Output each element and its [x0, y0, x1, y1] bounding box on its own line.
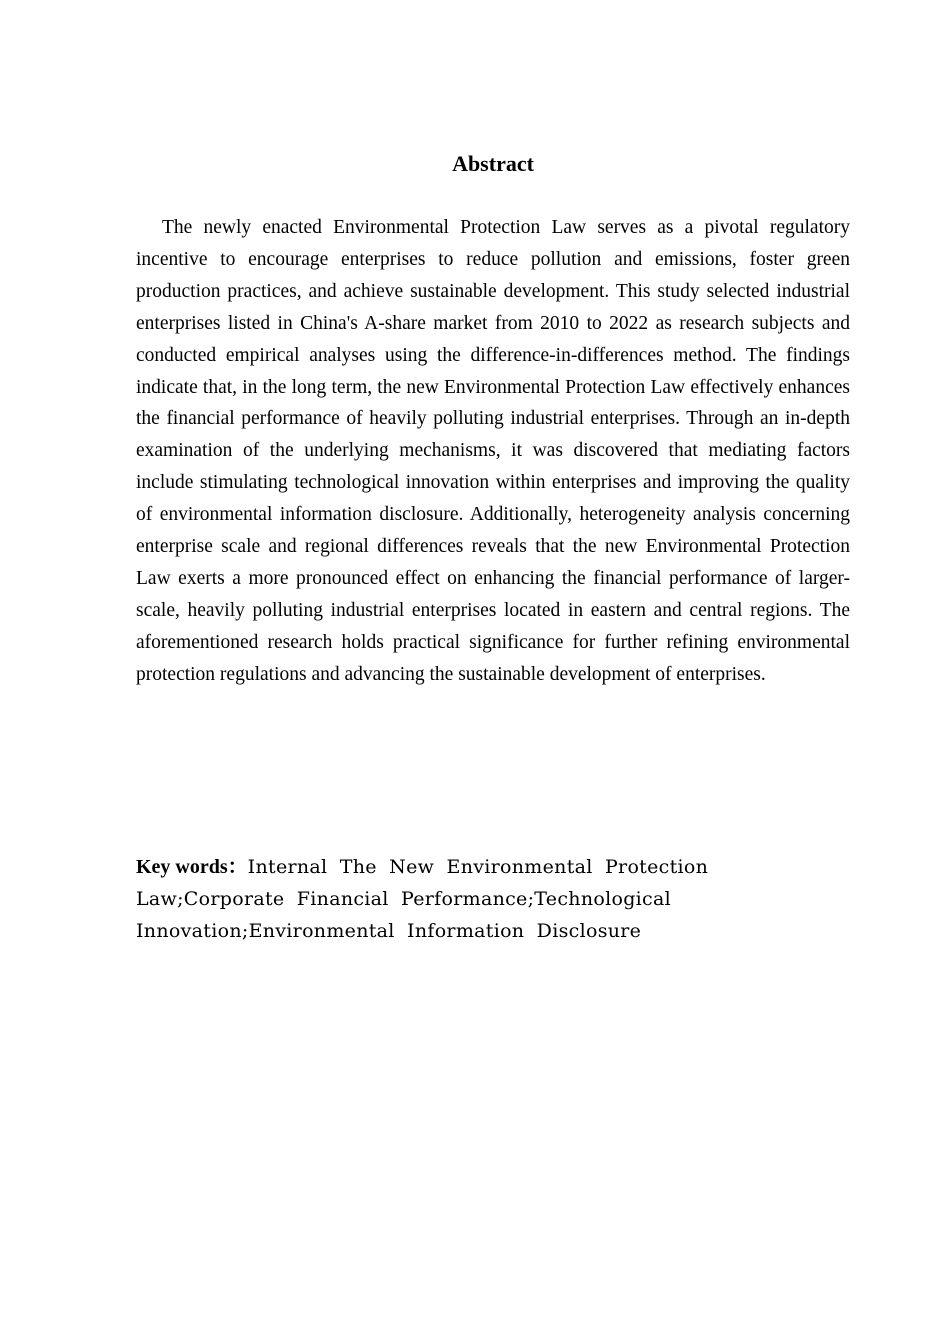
abstract-paragraph: The newly enacted Environmental Protection Law serves as a pivotal regulatory incentive to encourage enterprises to reduce pollution and emissions, foster green production practices, and achieve sustainable development. This study selected industrial enterprises listed in China's A-share market from 2010 to 2022 as research subjects and conducted empirical analyses using the difference-in-differences method. The findings indicate that, in the long term, the new Environmental Protection Law effectively enhances the financial performance of heavily polluting industrial enterprises. Through an in-depth examination of the underlying mechanisms, it was discovered that mediating factors include stimulating technological innovation within enterprises and improving the quality of environmental information disclosure. Additionally, heterogeneity analysis concerning enterprise scale and regional differences reveals that the new Environmental Protection Law exerts a more pronounced effect on enhancing the financial performance of larger-scale, heavily polluting industrial enterprises located in eastern and central regions. The aforementioned research holds practical significance for further refining environmental protection regulations and advancing the sustainable development of enterprises. [136, 217, 850, 685]
keywords-label: Key words： [136, 856, 248, 878]
keywords-section [136, 851, 736, 947]
keywords-list: Internal The New Environmental Protection Law;Corporate Financial Performance;Technological Innovation;Environmental Information Disclosure [136, 856, 709, 942]
abstract-title: Abstract [452, 151, 534, 176]
